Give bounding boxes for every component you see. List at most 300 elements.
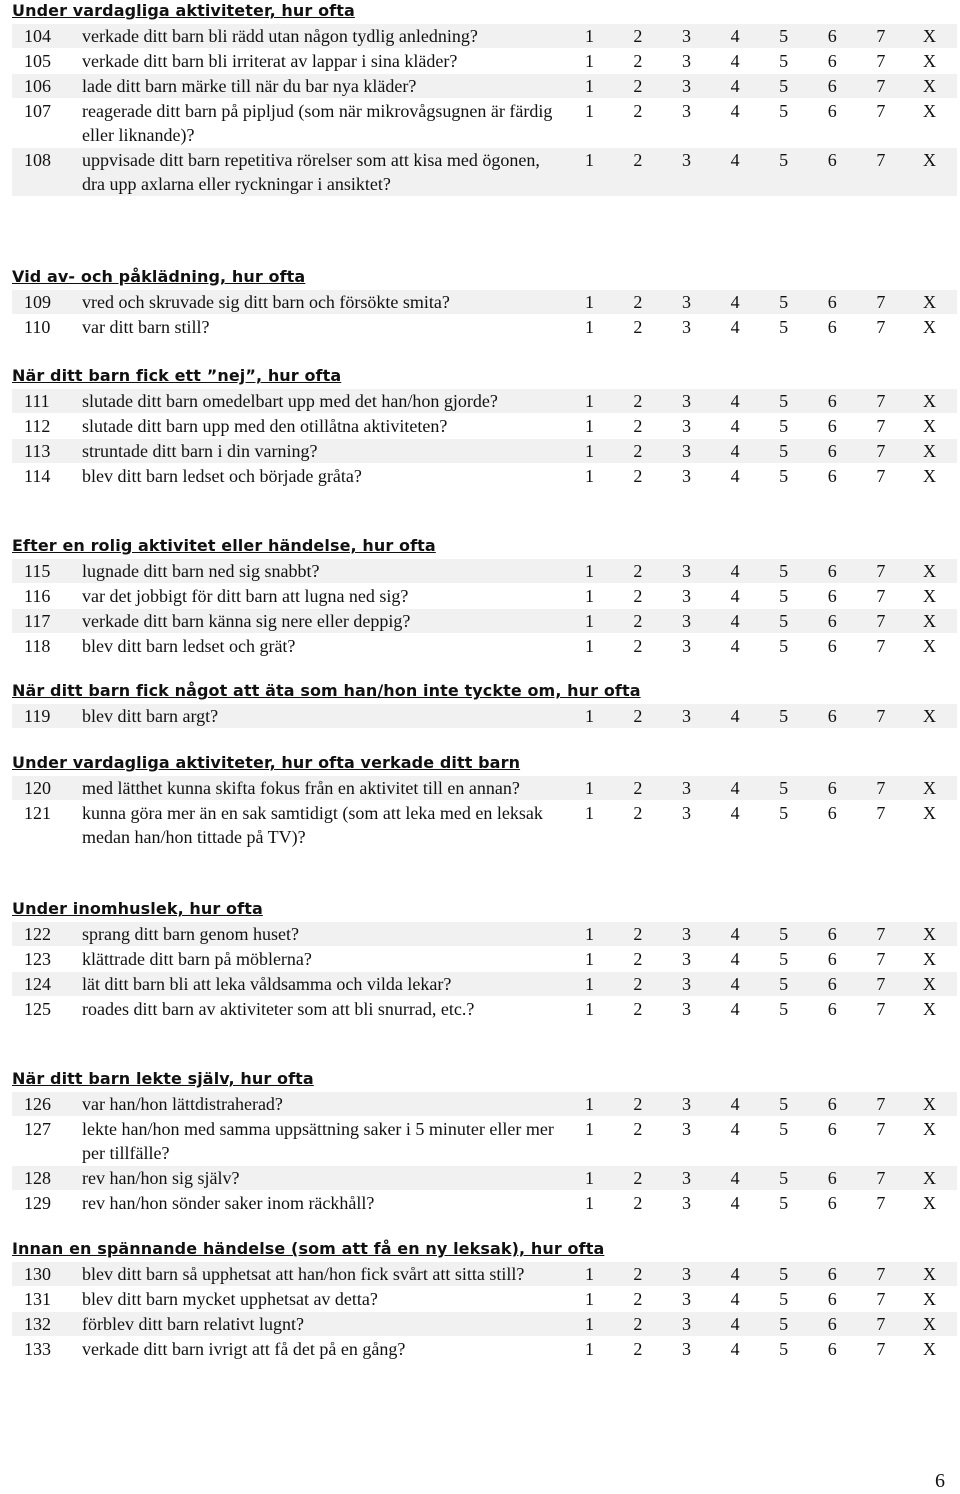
rating-option[interactable]: 7	[876, 76, 886, 96]
rating-option[interactable]: 3	[681, 1264, 691, 1284]
question-row	[12, 559, 957, 583]
rating-option[interactable]: 7	[876, 416, 886, 436]
rating-scale	[565, 1092, 954, 1116]
rating-option[interactable]: 4	[730, 706, 740, 726]
rating-option[interactable]: 3	[681, 150, 691, 170]
rating-option[interactable]: 5	[779, 561, 789, 581]
rating-option[interactable]: 1	[585, 391, 594, 411]
rating-option[interactable]: X	[922, 317, 936, 337]
rating-option[interactable]: 2	[633, 1094, 643, 1114]
rating-option[interactable]: X	[922, 706, 936, 726]
question-number: 116	[24, 586, 51, 606]
rating-option[interactable]: 6	[827, 586, 837, 606]
rating-option[interactable]: 1	[585, 466, 594, 486]
rating-option[interactable]: 1	[585, 150, 594, 170]
rating-option[interactable]: 1	[585, 51, 594, 71]
rating-option[interactable]: 4	[730, 974, 740, 994]
rating-option[interactable]: 1	[585, 999, 594, 1019]
rating-option[interactable]: 3	[681, 1094, 691, 1114]
question-number: 119	[24, 706, 51, 726]
rating-option[interactable]: 2	[633, 51, 643, 71]
rating-scale	[565, 776, 954, 800]
rating-option[interactable]: 7	[876, 1193, 886, 1213]
rating-option[interactable]: 1	[585, 1314, 594, 1334]
rating-option[interactable]: 6	[827, 1314, 837, 1334]
rating-option[interactable]: 5	[779, 1289, 789, 1309]
rating-option[interactable]: 6	[827, 949, 837, 969]
question-number: 108	[24, 150, 51, 170]
rating-option[interactable]: 1	[585, 586, 594, 606]
rating-option[interactable]: 2	[633, 949, 643, 969]
rating-option[interactable]: X	[922, 26, 936, 46]
rating-option[interactable]: 3	[681, 1119, 691, 1139]
rating-option[interactable]: 3	[681, 803, 691, 823]
rating-option[interactable]: 2	[633, 317, 643, 337]
question-row	[12, 1191, 957, 1215]
question-text: slutade ditt barn omedelbart upp med det han/hon gjorde?	[82, 391, 498, 411]
rating-option[interactable]: 4	[730, 1264, 740, 1284]
rating-option[interactable]: 5	[779, 586, 789, 606]
rating-option[interactable]: X	[922, 1339, 936, 1359]
rating-option[interactable]: 6	[827, 561, 837, 581]
rating-option[interactable]: 6	[827, 1289, 837, 1309]
question-text: lugnade ditt barn ned sig snabbt?	[82, 561, 320, 581]
section-title: Vid av- och påklädning, hur ofta	[12, 267, 306, 286]
rating-option[interactable]: 4	[730, 1119, 740, 1139]
rating-option[interactable]: 6	[827, 416, 837, 436]
rating-option[interactable]: 2	[633, 974, 643, 994]
rating-option[interactable]: 2	[633, 706, 643, 726]
rating-option[interactable]: 1	[585, 441, 594, 461]
rating-option[interactable]: 4	[730, 292, 740, 312]
rating-option[interactable]: 3	[681, 317, 691, 337]
rating-option[interactable]: 6	[827, 1193, 837, 1213]
rating-option[interactable]: 2	[633, 1264, 643, 1284]
rating-option[interactable]: 4	[730, 924, 740, 944]
question-row	[12, 1262, 957, 1286]
rating-option[interactable]: 3	[681, 51, 691, 71]
rating-option[interactable]: 2	[633, 924, 643, 944]
rating-option[interactable]: 1	[585, 636, 594, 656]
rating-option[interactable]: X	[922, 636, 936, 656]
rating-option[interactable]: 4	[730, 1289, 740, 1309]
rating-option[interactable]: 7	[876, 924, 886, 944]
question-number: 123	[24, 949, 51, 969]
rating-option[interactable]: 6	[827, 803, 837, 823]
rating-option[interactable]: 6	[827, 636, 837, 656]
question-row	[12, 997, 957, 1021]
question-row	[12, 1312, 957, 1336]
rating-option[interactable]: X	[922, 76, 936, 96]
rating-option[interactable]: 7	[876, 466, 886, 486]
rating-option[interactable]: 7	[876, 1094, 886, 1114]
rating-scale	[565, 1166, 954, 1190]
rating-option[interactable]: 3	[681, 586, 691, 606]
rating-option[interactable]: X	[922, 150, 936, 170]
rating-option[interactable]: 6	[827, 101, 837, 121]
question-number: 127	[24, 1119, 51, 1139]
rating-option[interactable]: 3	[681, 778, 691, 798]
rating-option[interactable]: 5	[779, 101, 789, 121]
rating-option[interactable]: 7	[876, 586, 886, 606]
question-text: blev ditt barn argt?	[82, 706, 219, 726]
rating-option[interactable]: 6	[827, 706, 837, 726]
rating-scale	[565, 801, 954, 825]
rating-option[interactable]: 6	[827, 1339, 837, 1359]
rating-option[interactable]: 3	[681, 706, 691, 726]
rating-option[interactable]: 6	[827, 924, 837, 944]
rating-option[interactable]: 7	[876, 317, 886, 337]
question-rows	[12, 24, 957, 196]
rating-option[interactable]: 7	[876, 1264, 886, 1284]
rating-scale	[565, 559, 954, 583]
rating-option[interactable]: 3	[681, 949, 691, 969]
rating-option[interactable]: 5	[779, 924, 789, 944]
rating-scale	[565, 947, 954, 971]
rating-option[interactable]: 3	[681, 611, 691, 631]
rating-option[interactable]: 3	[681, 466, 691, 486]
question-number: 118	[24, 636, 51, 656]
rating-option[interactable]: 7	[876, 1314, 886, 1334]
rating-option[interactable]: 5	[779, 636, 789, 656]
rating-option[interactable]: 5	[779, 1339, 789, 1359]
rating-option[interactable]: 2	[633, 150, 643, 170]
question-row	[12, 389, 957, 413]
rating-option[interactable]: 5	[779, 611, 789, 631]
rating-option[interactable]: 3	[681, 636, 691, 656]
rating-option[interactable]: X	[922, 1193, 936, 1213]
question-row	[12, 74, 957, 98]
rating-option[interactable]: X	[922, 416, 936, 436]
rating-option[interactable]: 2	[633, 1314, 643, 1334]
rating-option[interactable]: X	[922, 924, 936, 944]
rating-option[interactable]: X	[922, 778, 936, 798]
rating-option[interactable]: 2	[633, 611, 643, 631]
question-text: verkade ditt barn bli rädd utan någon tydlig anledning?	[82, 26, 478, 46]
rating-option[interactable]: X	[922, 1119, 936, 1139]
rating-option[interactable]: 6	[827, 441, 837, 461]
rating-option[interactable]: 4	[730, 317, 740, 337]
rating-option[interactable]: 4	[730, 150, 740, 170]
rating-option[interactable]: X	[922, 1094, 936, 1114]
rating-option[interactable]: 2	[633, 1168, 643, 1188]
rating-option[interactable]: 2	[633, 26, 643, 46]
question-text: var han/hon lättdistraherad?	[82, 1094, 283, 1114]
rating-option[interactable]: 1	[585, 292, 594, 312]
rating-option[interactable]: 4	[730, 466, 740, 486]
question-rows	[12, 1262, 957, 1361]
rating-option[interactable]: 2	[633, 101, 643, 121]
rating-option[interactable]: 7	[876, 292, 886, 312]
rating-option[interactable]: 5	[779, 150, 789, 170]
rating-option[interactable]: 4	[730, 76, 740, 96]
rating-option[interactable]: 5	[779, 466, 789, 486]
question-row	[12, 148, 957, 196]
rating-option[interactable]: X	[922, 51, 936, 71]
question-row	[12, 464, 957, 488]
question-section	[12, 535, 957, 658]
rating-option[interactable]: 4	[730, 778, 740, 798]
rating-option[interactable]: X	[922, 999, 936, 1019]
rating-option[interactable]: 7	[876, 391, 886, 411]
rating-option[interactable]: 4	[730, 636, 740, 656]
rating-scale	[565, 99, 954, 123]
rating-option[interactable]: 3	[681, 1168, 691, 1188]
rating-option[interactable]: 1	[585, 706, 594, 726]
rating-option[interactable]: X	[922, 441, 936, 461]
rating-option[interactable]: X	[922, 292, 936, 312]
rating-option[interactable]: 4	[730, 391, 740, 411]
rating-option[interactable]: 7	[876, 51, 886, 71]
rating-option[interactable]: X	[922, 561, 936, 581]
question-rows	[12, 1092, 957, 1215]
rating-option[interactable]: 5	[779, 1119, 789, 1139]
rating-option[interactable]: 5	[779, 317, 789, 337]
rating-option[interactable]: 2	[633, 416, 643, 436]
rating-option[interactable]: 1	[585, 1289, 594, 1309]
question-text: verkade ditt barn känna sig nere eller deppig?	[82, 611, 411, 631]
rating-option[interactable]: X	[922, 803, 936, 823]
rating-option[interactable]: 1	[585, 317, 594, 337]
rating-option[interactable]: 4	[730, 26, 740, 46]
rating-option[interactable]: 2	[633, 1289, 643, 1309]
rating-option[interactable]: X	[922, 611, 936, 631]
question-text: slutade ditt barn upp med den otillåtna aktiviteten?	[82, 416, 448, 436]
rating-option[interactable]: X	[922, 1314, 936, 1334]
rating-option[interactable]: 1	[585, 26, 594, 46]
rating-option[interactable]: 5	[779, 1314, 789, 1334]
rating-option[interactable]: 1	[585, 1264, 594, 1284]
rating-option[interactable]: 7	[876, 150, 886, 170]
question-number: 104	[24, 26, 51, 46]
rating-option[interactable]: 4	[730, 1094, 740, 1114]
rating-option[interactable]: 7	[876, 974, 886, 994]
rating-option[interactable]: 3	[681, 974, 691, 994]
rating-option[interactable]: 5	[779, 999, 789, 1019]
question-text: rev han/hon sig själv?	[82, 1168, 240, 1188]
rating-option[interactable]: X	[922, 1168, 936, 1188]
rating-option[interactable]: 6	[827, 150, 837, 170]
rating-option[interactable]: 2	[633, 76, 643, 96]
question-number: 129	[24, 1193, 51, 1213]
rating-option[interactable]: 6	[827, 317, 837, 337]
rating-option[interactable]: 3	[681, 924, 691, 944]
rating-option[interactable]: 2	[633, 391, 643, 411]
rating-option[interactable]: X	[922, 1264, 936, 1284]
rating-option[interactable]: 6	[827, 1119, 837, 1139]
rating-option[interactable]: 5	[779, 441, 789, 461]
rating-option[interactable]: 4	[730, 586, 740, 606]
rating-option[interactable]: 4	[730, 561, 740, 581]
rating-option[interactable]: 4	[730, 441, 740, 461]
rating-option[interactable]: 7	[876, 636, 886, 656]
rating-option[interactable]: 6	[827, 76, 837, 96]
rating-option[interactable]: 6	[827, 778, 837, 798]
rating-option[interactable]: 4	[730, 949, 740, 969]
rating-option[interactable]: 5	[779, 51, 789, 71]
rating-option[interactable]: 3	[681, 1339, 691, 1359]
rating-option[interactable]: 1	[585, 1119, 594, 1139]
rating-option[interactable]: 1	[585, 1339, 594, 1359]
rating-option[interactable]: 7	[876, 441, 886, 461]
rating-option[interactable]: 2	[633, 586, 643, 606]
rating-option[interactable]: 5	[779, 1094, 789, 1114]
rating-option[interactable]: 6	[827, 611, 837, 631]
rating-option[interactable]: 7	[876, 949, 886, 969]
rating-option[interactable]: 4	[730, 101, 740, 121]
rating-option[interactable]: 2	[633, 1193, 643, 1213]
rating-option[interactable]: 1	[585, 1168, 594, 1188]
rating-option[interactable]: 2	[633, 999, 643, 1019]
rating-option[interactable]: 4	[730, 416, 740, 436]
rating-option[interactable]: 3	[681, 76, 691, 96]
rating-option[interactable]: 3	[681, 441, 691, 461]
rating-option[interactable]: 6	[827, 466, 837, 486]
rating-option[interactable]: 4	[730, 51, 740, 71]
rating-option[interactable]: 5	[779, 1193, 789, 1213]
rating-option[interactable]: X	[922, 1289, 936, 1309]
rating-option[interactable]: 6	[827, 26, 837, 46]
rating-option[interactable]: 5	[779, 949, 789, 969]
question-row	[12, 634, 957, 658]
rating-option[interactable]: 7	[876, 101, 886, 121]
rating-option[interactable]: 7	[876, 706, 886, 726]
rating-option[interactable]: 7	[876, 999, 886, 1019]
question-section	[12, 898, 957, 1021]
rating-option[interactable]: 5	[779, 292, 789, 312]
rating-scale	[565, 290, 954, 314]
rating-option[interactable]: 7	[876, 1168, 886, 1188]
rating-option[interactable]: 3	[681, 1314, 691, 1334]
rating-option[interactable]: 2	[633, 292, 643, 312]
rating-option[interactable]: X	[922, 466, 936, 486]
rating-option[interactable]: 1	[585, 974, 594, 994]
rating-option[interactable]: X	[922, 974, 936, 994]
rating-option[interactable]: 1	[585, 1193, 594, 1213]
rating-option[interactable]: 7	[876, 561, 886, 581]
rating-option[interactable]: 5	[779, 974, 789, 994]
question-text: var det jobbigt för ditt barn att lugna ned sig?	[82, 586, 409, 606]
rating-option[interactable]: 6	[827, 1264, 837, 1284]
rating-option[interactable]: 7	[876, 1289, 886, 1309]
rating-option[interactable]: 7	[876, 1339, 886, 1359]
rating-option[interactable]: 6	[827, 1094, 837, 1114]
rating-option[interactable]: 3	[681, 999, 691, 1019]
rating-option[interactable]: 4	[730, 999, 740, 1019]
rating-option[interactable]: 6	[827, 974, 837, 994]
rating-option[interactable]: 1	[585, 561, 594, 581]
question-text: förblev ditt barn relativt lugnt?	[82, 1314, 304, 1334]
rating-option[interactable]: 5	[779, 76, 789, 96]
question-number: 120	[24, 778, 51, 798]
rating-scale	[565, 1312, 954, 1336]
rating-option[interactable]: 1	[585, 778, 594, 798]
rating-option[interactable]: 5	[779, 26, 789, 46]
question-text: vred och skruvade sig ditt barn och försökte smita?	[82, 292, 450, 312]
rating-option[interactable]: X	[922, 391, 936, 411]
rating-option[interactable]: 2	[633, 803, 643, 823]
rating-option[interactable]: 5	[779, 803, 789, 823]
question-row	[12, 1337, 957, 1361]
question-row	[12, 801, 957, 849]
question-row	[12, 972, 957, 996]
question-text: lekte han/hon med samma uppsättning saker i 5 minuter eller mer per tillfälle?	[82, 1119, 554, 1163]
rating-option[interactable]: 5	[779, 706, 789, 726]
rating-option[interactable]: 2	[633, 1119, 643, 1139]
rating-option[interactable]: 7	[876, 778, 886, 798]
rating-option[interactable]: 7	[876, 611, 886, 631]
rating-option[interactable]: 2	[633, 441, 643, 461]
rating-option[interactable]: 6	[827, 1168, 837, 1188]
rating-option[interactable]: 1	[585, 416, 594, 436]
rating-option[interactable]: 4	[730, 803, 740, 823]
rating-option[interactable]: 1	[585, 76, 594, 96]
rating-option[interactable]: 6	[827, 292, 837, 312]
rating-option[interactable]: 3	[681, 292, 691, 312]
rating-option[interactable]: X	[922, 949, 936, 969]
rating-option[interactable]: 5	[779, 1264, 789, 1284]
rating-option[interactable]: 3	[681, 391, 691, 411]
rating-option[interactable]: 2	[633, 561, 643, 581]
rating-option[interactable]: 4	[730, 1193, 740, 1213]
rating-option[interactable]: 1	[585, 1094, 594, 1114]
rating-option[interactable]: X	[922, 101, 936, 121]
rating-option[interactable]: 5	[779, 416, 789, 436]
rating-scale	[565, 74, 954, 98]
question-text: blev ditt barn mycket upphetsat av detta?	[82, 1289, 378, 1309]
rating-option[interactable]: X	[922, 586, 936, 606]
rating-option[interactable]: 7	[876, 26, 886, 46]
rating-option[interactable]: 6	[827, 999, 837, 1019]
rating-option[interactable]: 3	[681, 561, 691, 581]
question-row	[12, 776, 957, 800]
rating-option[interactable]: 7	[876, 1119, 886, 1139]
question-rows	[12, 559, 957, 658]
rating-option[interactable]: 2	[633, 1339, 643, 1359]
rating-option[interactable]: 1	[585, 949, 594, 969]
rating-option[interactable]: 6	[827, 391, 837, 411]
question-number: 117	[24, 611, 51, 631]
rating-option[interactable]: 5	[779, 1168, 789, 1188]
rating-option[interactable]: 3	[681, 26, 691, 46]
rating-option[interactable]: 6	[827, 51, 837, 71]
rating-option[interactable]: 3	[681, 416, 691, 436]
rating-option[interactable]: 4	[730, 1168, 740, 1188]
rating-option[interactable]: 5	[779, 778, 789, 798]
rating-option[interactable]: 4	[730, 611, 740, 631]
rating-option[interactable]: 2	[633, 636, 643, 656]
rating-option[interactable]: 1	[585, 803, 594, 823]
question-row	[12, 922, 957, 946]
rating-option[interactable]: 1	[585, 924, 594, 944]
rating-option[interactable]: 3	[681, 1289, 691, 1309]
rating-option[interactable]: 3	[681, 1193, 691, 1213]
question-text: verkade ditt barn bli irriterat av lappar i sina kläder?	[82, 51, 458, 71]
rating-option[interactable]: 1	[585, 611, 594, 631]
rating-option[interactable]: 5	[779, 391, 789, 411]
rating-option[interactable]: 1	[585, 101, 594, 121]
rating-option[interactable]: 4	[730, 1314, 740, 1334]
rating-option[interactable]: 2	[633, 778, 643, 798]
question-row	[12, 315, 957, 339]
rating-option[interactable]: 3	[681, 101, 691, 121]
question-number: 133	[24, 1339, 51, 1359]
rating-option[interactable]: 2	[633, 466, 643, 486]
rating-option[interactable]: 4	[730, 1339, 740, 1359]
rating-option[interactable]: 7	[876, 803, 886, 823]
question-number: 122	[24, 924, 51, 944]
question-number: 130	[24, 1264, 51, 1284]
